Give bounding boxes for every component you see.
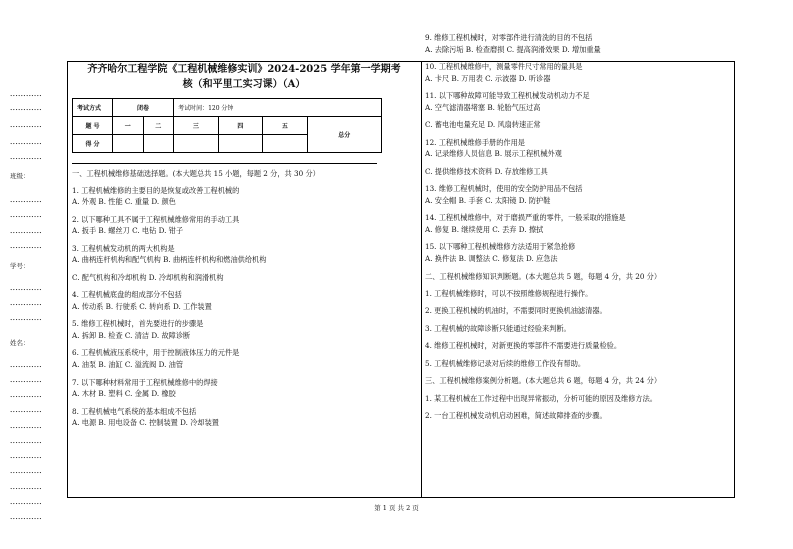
binding-dots-2: •••••••••••• [10, 108, 42, 112]
judgment-3: 3. 工程机械的故障诊断只能通过经验来判断。 [425, 323, 571, 333]
exam-title-line1: 齐齐哈尔工程学院《工程机械维修实训》2024-2025 学年第一学期考 [87, 64, 401, 75]
question-10-options: A. 卡尺 B. 万用表 C. 示波器 D. 听诊器 [425, 73, 551, 83]
question-10: 10. 工程机械维修中，测量零件尺寸常用的量具是 [425, 62, 583, 72]
question-6-options: A. 油泵 B. 油缸 C. 溢流阀 D. 油管 [72, 360, 184, 370]
question-3-options-a: A. 曲柄连杆机构和配气机构 B. 曲柄连杆机构和燃油供给机构 [72, 255, 267, 265]
question-11: 11. 以下哪种故障可能导致工程机械发动机动力不足 [425, 91, 590, 101]
binding-dots-14: •••••••••••• [10, 380, 42, 384]
question-3-options-c: C. 配气机构和冷却机构 D. 冷却机构和润滑机构 [72, 272, 224, 282]
binding-dots-6: •••••••••••• [10, 200, 42, 204]
binding-dots-4: •••••••••••• [10, 142, 42, 146]
section-rule [72, 163, 377, 164]
question-2: 2. 以下哪种工具不属于工程机械维修常用的手动工具 [72, 214, 240, 224]
exam-method-value: 闭卷 [113, 99, 174, 117]
question-15: 15. 以下哪种工程机械维修方法适用于紧急抢修 [425, 242, 576, 252]
binding-dots-16: •••••••••••• [10, 410, 42, 414]
binding-dots-9: •••••••••••• [10, 246, 42, 250]
question-number-5: 五 [263, 117, 308, 135]
question-7-options: A. 木材 B. 塑料 C. 金属 D. 橡胶 [72, 389, 176, 399]
question-14-options: A. 修复 B. 继续使用 C. 丢弃 D. 擦拭 [425, 224, 544, 234]
binding-dots-7: •••••••••••• [10, 215, 42, 219]
binding-dots-15: •••••••••••• [10, 395, 42, 399]
question-5: 5. 维修工程机械时，首先要进行的步骤是 [72, 319, 204, 329]
score-table [72, 98, 382, 153]
exam-time: 考试时间：120 分钟 [174, 99, 382, 117]
question-14: 14. 工程机械维修中，对于磨损严重的零件，一般采取的措施是 [425, 213, 626, 223]
question-5-options: A. 拆卸 B. 检查 C. 清洁 D. 故障诊断 [72, 330, 191, 340]
left-column [72, 62, 416, 435]
question-number-label: 题 号 [73, 117, 113, 135]
binding-dots-10: •••••••••••• [10, 288, 42, 292]
question-number-2: 二 [143, 117, 174, 135]
score-cell-5[interactable] [263, 135, 308, 153]
question-number-4: 四 [218, 117, 263, 135]
binding-dots-22: •••••••••••• [10, 502, 42, 506]
question-3: 3. 工程机械发动机的两大机构是 [72, 243, 175, 253]
judgment-4: 4. 维修工程机械时，对新更换的零部件不需要进行质量检验。 [425, 341, 622, 351]
question-1-options: A. 外观 B. 性能 C. 重量 D. 颜色 [72, 197, 176, 207]
binding-dots-13: •••••••••••• [10, 365, 42, 369]
question-12-options-a: A. 记录维修人员信息 B. 展示工程机械外观 [425, 149, 562, 159]
binding-dots-23: •••••••••••• [10, 517, 42, 521]
question-number-3: 三 [174, 117, 219, 135]
section-3-heading: 三、工程机械维修案例分析题。(本大题总共 6 题，每题 4 分，共 24 分） [425, 376, 662, 386]
question-6: 6. 工程机械液压系统中，用于控制液体压力的元件是 [72, 348, 240, 358]
total-score-label: 总分 [307, 117, 381, 153]
student-id-label: 学号： [10, 262, 30, 270]
binding-dots-17: •••••••••••• [10, 426, 42, 430]
question-7: 7. 以下哪种材料常用于工程机械维修中的焊接 [72, 377, 218, 387]
binding-dots-8: •••••••••••• [10, 231, 42, 235]
question-9: 9. 维修工程机械时，对零部件进行清洗的目的不包括 [425, 33, 593, 42]
binding-dots-5: •••••••••••• [10, 157, 42, 161]
binding-dots-21: •••••••••••• [10, 487, 42, 491]
judgment-2: 2. 更换工程机械的机油时，不需要同时更换机油滤清器。 [425, 306, 607, 316]
section-2-heading: 二、工程机械维修知识判断题。(本大题总共 5 题，每题 4 分，共 20 分） [425, 271, 662, 281]
binding-dots-18: •••••••••••• [10, 441, 42, 445]
binding-dots-20: •••••••••••• [10, 471, 42, 475]
binding-dots-11: •••••••••••• [10, 303, 42, 307]
exam-method-label: 考试方式 [73, 99, 113, 117]
score-cell-4[interactable] [218, 135, 263, 153]
question-13-options: A. 安全帽 B. 手套 C. 太阳镜 D. 防护鞋 [425, 195, 551, 205]
question-8: 8. 工程机械电气系统的基本组成不包括 [72, 406, 197, 416]
binding-dots-12: •••••••••••• [10, 318, 42, 322]
name-label: 姓名： [10, 339, 30, 347]
case-1: 1. 某工程机械在工作过程中出现异常振动，分析可能的原因及维修方法。 [425, 393, 657, 403]
judgment-1: 1. 工程机械维修时，可以不按照维修规程进行操作。 [425, 289, 593, 298]
question-13: 13. 维修工程机械时，使用的安全防护用品不包括 [425, 184, 583, 194]
question-12-options-c: C. 提供维修技术资料 D. 存放维修工具 [425, 166, 548, 176]
binding-dots-3: •••••••••••• [10, 125, 42, 129]
case-2: 2. 一台工程机械发动机启动困难，简述故障排查的步骤。 [425, 411, 607, 421]
judgment-5: 5. 工程机械维修记录对后续的维修工作没有帮助。 [425, 358, 586, 368]
question-4: 4. 工程机械底盘的组成部分不包括 [72, 290, 182, 300]
question-1: 1. 工程机械维修的主要目的是恢复或改善工程机械的 [72, 185, 240, 195]
score-cell-2[interactable] [143, 135, 174, 153]
page-number-footer: 第 1 页 共 2 页 [374, 504, 419, 512]
question-8-options: A. 电源 B. 用电设备 C. 控制装置 D. 冷却装置 [72, 418, 219, 428]
exam-title-line2: 核（和平里工实习课）（A） [182, 79, 306, 90]
question-11-options-c: C. 蓄电池电量充足 D. 风扇转速正常 [425, 120, 541, 130]
question-2-options: A. 扳手 B. 螺丝刀 C. 电钻 D. 钳子 [72, 226, 184, 236]
column-divider [421, 61, 422, 498]
question-4-options: A. 传动系 B. 行驶系 C. 转向系 D. 工作装置 [72, 301, 212, 311]
question-11-options-a: A. 空气滤清器堵塞 B. 轮胎气压过高 [425, 102, 541, 112]
right-column [425, 32, 735, 428]
score-label: 得 分 [73, 135, 113, 153]
question-12: 12. 工程机械维修手册的作用是 [425, 137, 525, 147]
question-number-1: 一 [113, 117, 144, 135]
binding-dots-19: •••••••••••• [10, 456, 42, 460]
binding-dots-1: •••••••••••• [10, 94, 42, 98]
score-cell-1[interactable] [113, 135, 144, 153]
section-1-heading: 一、工程机械维修基础选择题。(本大题总共 15 小题，每题 2 分，共 30 分） [72, 169, 320, 178]
question-15-options: A. 换件法 B. 调整法 C. 修复法 D. 应急法 [425, 254, 558, 264]
question-9-options: A. 去除污垢 B. 检查磨损 C. 提高润滑效果 D. 增加重量 [425, 44, 601, 54]
class-label: 班级： [10, 172, 30, 180]
score-cell-3[interactable] [174, 135, 219, 153]
